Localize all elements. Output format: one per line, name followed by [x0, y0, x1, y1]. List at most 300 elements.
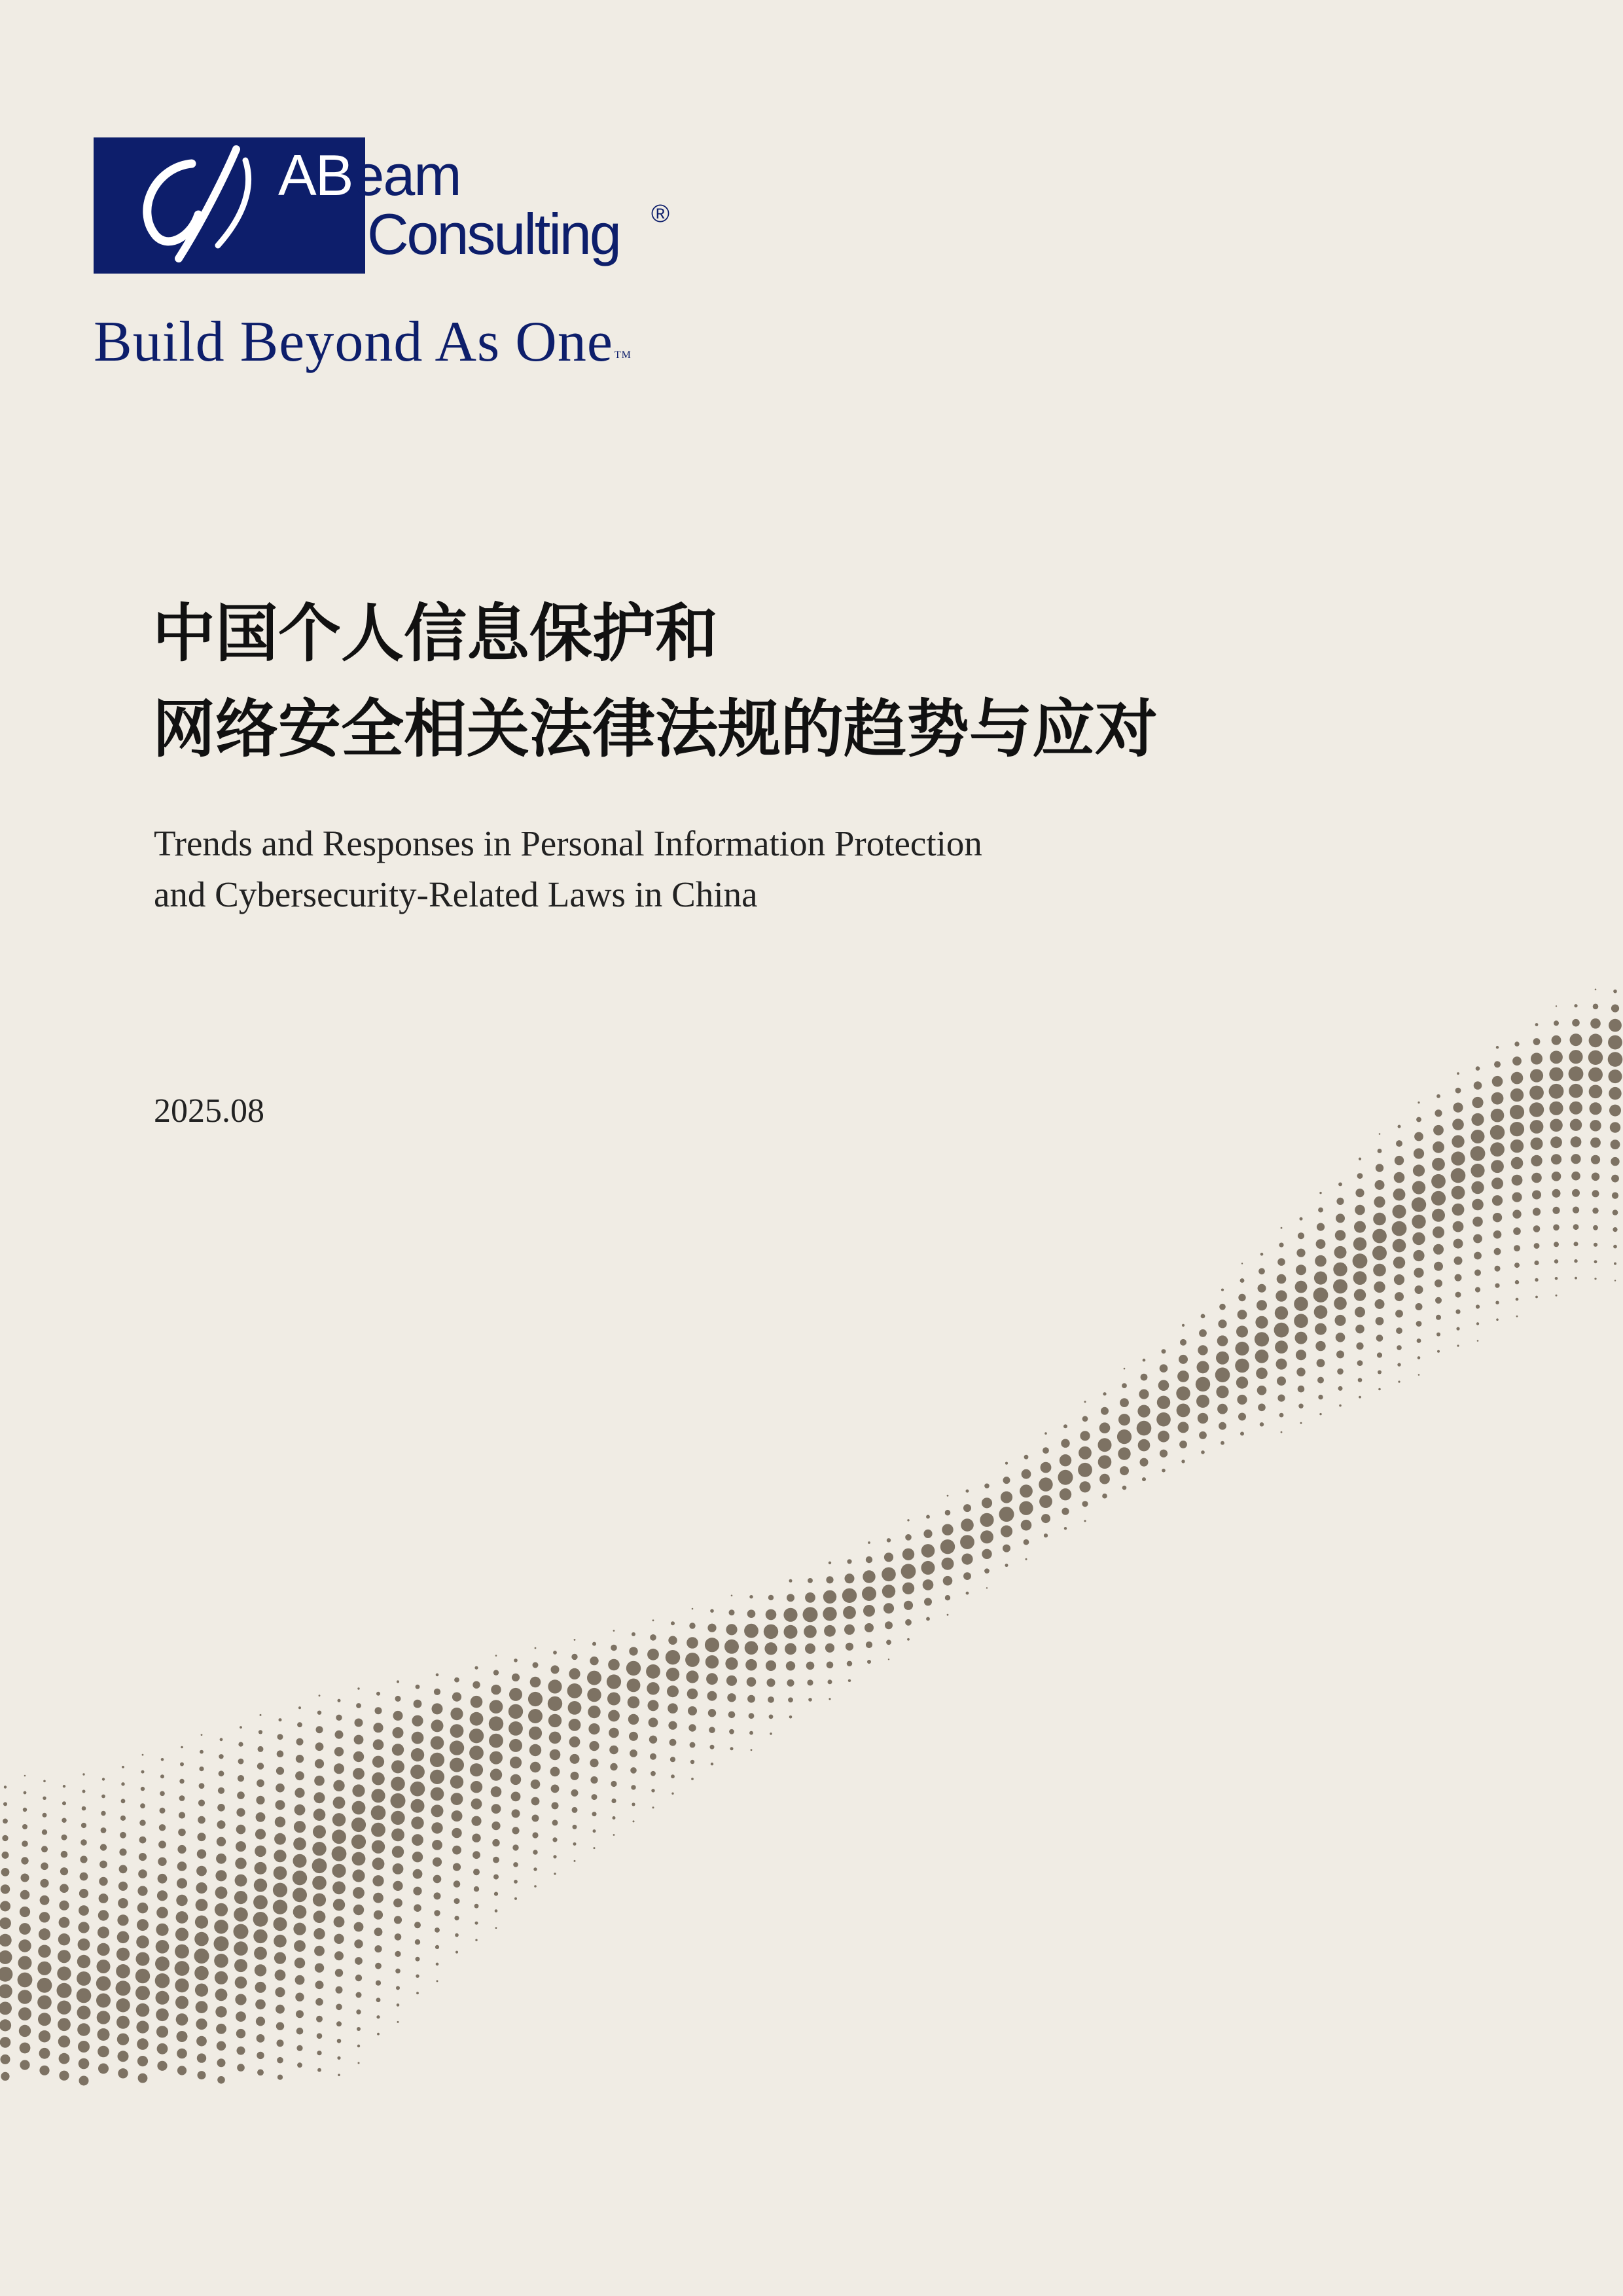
halftone-dot — [81, 1823, 86, 1828]
halftone-dot — [1552, 1189, 1561, 1198]
halftone-dot — [1529, 1102, 1544, 1117]
halftone-dot — [102, 1778, 105, 1780]
halftone-dot — [705, 1638, 719, 1652]
halftone-dot — [1334, 1246, 1347, 1259]
halftone-dot — [1413, 1250, 1424, 1261]
halftone-dot — [940, 1539, 955, 1554]
halftone-dot — [295, 1975, 305, 1985]
halftone-dot — [434, 1689, 440, 1695]
halftone-dot — [39, 2048, 50, 2059]
halftone-dot — [1495, 1283, 1499, 1288]
halftone-dot — [96, 1976, 111, 1990]
halftone-dot — [257, 1763, 264, 1769]
halftone-dot — [452, 1810, 463, 1821]
halftone-dot — [789, 1715, 793, 1719]
halftone-dot — [37, 1996, 52, 2010]
halftone-dot — [1414, 1268, 1423, 1278]
halftone-dot — [1395, 1156, 1404, 1165]
halftone-dot — [573, 1842, 577, 1846]
halftone-dot — [371, 1789, 385, 1803]
halftone-dot — [666, 1650, 680, 1664]
halftone-dot — [1338, 1183, 1342, 1187]
halftone-dot — [688, 1706, 697, 1715]
halftone-dot — [158, 1840, 166, 1848]
halftone-dot — [1516, 1298, 1519, 1301]
halftone-dot — [217, 2076, 225, 2084]
halftone-dot — [136, 2021, 149, 2034]
halftone-dot — [470, 1763, 483, 1776]
title-english-line-2: and Cybersecurity-Related Laws in China — [154, 874, 758, 914]
halftone-dot — [1236, 1326, 1248, 1338]
halftone-dot — [823, 1607, 836, 1621]
halftone-dot — [1574, 1242, 1578, 1246]
halftone-dot — [1471, 1113, 1484, 1126]
halftone-dot — [628, 1714, 639, 1725]
halftone-dot — [1198, 1345, 1207, 1355]
halftone-dot — [79, 2076, 89, 2086]
halftone-dot — [632, 1803, 635, 1806]
halftone-dot — [1535, 1023, 1539, 1026]
halftone-dot — [863, 1605, 875, 1617]
halftone-dot — [237, 2047, 245, 2055]
halftone-dot — [430, 1753, 444, 1767]
halftone-dot — [277, 2075, 283, 2080]
halftone-dot — [529, 1744, 541, 1756]
halftone-dot — [847, 1661, 852, 1666]
halftone-dot — [1452, 1119, 1464, 1130]
halftone-dot — [787, 1679, 794, 1687]
halftone-dot — [253, 1912, 268, 1927]
halftone-dot — [592, 1812, 597, 1816]
halftone-dot — [1417, 1338, 1421, 1343]
halftone-dot — [1377, 1352, 1382, 1357]
halftone-dot — [1475, 1287, 1480, 1292]
halftone-dot — [450, 1740, 464, 1755]
halftone-dot — [1416, 1321, 1422, 1327]
halftone-dot — [611, 1799, 616, 1803]
halftone-dot — [1490, 1125, 1505, 1139]
halftone-dot — [1613, 1245, 1617, 1249]
halftone-dot — [1455, 1274, 1462, 1282]
halftone-dot — [1531, 1173, 1542, 1183]
halftone-dot — [160, 1791, 165, 1797]
logo-wordmark-suffix: eam — [352, 143, 461, 207]
halftone-dot — [396, 1986, 400, 1990]
halftone-dot — [431, 1822, 442, 1833]
halftone-dot — [630, 1767, 637, 1774]
halftone-dot — [273, 1900, 287, 1914]
halftone-dot — [548, 1714, 562, 1727]
halftone-dot — [98, 1927, 109, 1939]
halftone-dot — [980, 1530, 993, 1543]
halftone-dot — [1275, 1306, 1288, 1319]
halftone-dot — [1179, 1441, 1187, 1448]
halftone-dot — [1555, 1277, 1558, 1280]
halftone-dot — [921, 1561, 935, 1575]
halftone-dot — [1588, 1067, 1603, 1082]
halftone-dot — [902, 1583, 914, 1594]
halftone-dot — [235, 1874, 247, 1887]
halftone-dot — [18, 1956, 32, 1970]
halftone-dot — [803, 1607, 818, 1622]
halftone-dot — [334, 1951, 344, 1960]
halftone-dot — [1514, 1041, 1519, 1046]
halftone-dot — [313, 1928, 325, 1939]
halftone-dot — [863, 1570, 875, 1583]
halftone-dot — [613, 1816, 616, 1820]
halftone-dot — [1255, 1316, 1268, 1329]
halftone-dot — [631, 1785, 635, 1789]
halftone-dot — [1275, 1290, 1287, 1301]
halftone-dot — [430, 1770, 444, 1784]
halftone-dot — [534, 1885, 537, 1888]
halftone-dot — [1058, 1470, 1073, 1485]
halftone-dot — [1590, 1138, 1601, 1148]
halftone-dot — [279, 1718, 282, 1721]
halftone-dot — [961, 1554, 972, 1565]
halftone-dot — [295, 1771, 304, 1780]
halftone-dot — [411, 1817, 423, 1829]
halftone-dot — [317, 2051, 321, 2055]
halftone-dot — [431, 1719, 444, 1732]
halftone-dot — [374, 1945, 382, 1952]
halftone-dot — [1078, 1463, 1092, 1477]
halftone-dot — [372, 1875, 383, 1886]
halftone-dot — [376, 1981, 381, 1986]
halftone-dot — [0, 1918, 11, 1929]
halftone-dots — [0, 989, 1622, 2086]
halftone-dot — [397, 2003, 400, 2007]
halftone-dot — [1512, 1175, 1523, 1186]
halftone-dot — [411, 1799, 425, 1813]
halftone-dot — [136, 1935, 149, 1948]
halftone-dot — [138, 2073, 148, 2083]
halftone-dot — [1339, 1405, 1342, 1407]
halftone-dot — [1063, 1424, 1067, 1428]
halftone-dot — [882, 1585, 895, 1598]
halftone-dot — [651, 1771, 656, 1776]
halftone-dot — [334, 1763, 344, 1774]
halftone-dot — [116, 1981, 131, 1996]
halftone-dot — [412, 1834, 423, 1846]
halftone-dot — [1453, 1221, 1464, 1232]
halftone-dot — [1511, 1072, 1524, 1085]
halftone-dot — [62, 1801, 66, 1805]
halftone-dot — [255, 2000, 266, 2010]
halftone-dot — [414, 1700, 422, 1708]
halftone-dot — [117, 2034, 129, 2045]
halftone-dot — [256, 1812, 266, 1822]
halftone-dot — [528, 1692, 543, 1706]
halftone-dot — [156, 1924, 168, 1936]
halftone-dot — [1588, 1050, 1603, 1065]
halftone-dot — [1595, 989, 1597, 991]
halftone-dot — [1535, 1296, 1538, 1299]
halftone-dot — [61, 1851, 68, 1858]
halftone-dot — [531, 1797, 540, 1806]
halftone-dot — [1452, 1135, 1464, 1147]
halftone-dot — [1359, 1158, 1361, 1160]
halftone-dot — [764, 1624, 778, 1639]
halftone-dot — [155, 1956, 169, 1971]
halftone-dot — [215, 1886, 228, 1899]
halftone-dot — [315, 1981, 324, 1989]
halftone-dot — [687, 1689, 698, 1700]
halftone-dot — [784, 1625, 798, 1639]
halftone-dot — [333, 1899, 345, 1910]
halftone-dot — [253, 1895, 268, 1910]
halftone-dot — [1296, 1350, 1306, 1360]
halftone-dot — [493, 1670, 499, 1675]
halftone-dot — [393, 1727, 404, 1738]
halftone-dot — [1611, 1175, 1619, 1183]
halftone-dot — [0, 1934, 12, 1946]
halftone-dot — [20, 2043, 31, 2054]
halftone-dot — [865, 1623, 874, 1632]
halftone-dot — [237, 2064, 245, 2072]
halftone-dot — [592, 1794, 597, 1800]
halftone-dot — [43, 1797, 46, 1800]
halftone-dot — [435, 1945, 439, 1949]
halftone-dot — [78, 2041, 90, 2053]
halftone-dot — [668, 1721, 677, 1730]
halftone-dot — [116, 1948, 130, 1961]
halftone-dot — [1530, 1120, 1544, 1134]
halftone-dot — [1496, 1318, 1499, 1321]
halftone-dot — [1611, 1005, 1619, 1013]
halftone-dot — [587, 1671, 601, 1685]
halftone-dot — [275, 1987, 285, 1997]
halftone-dot — [1594, 1243, 1597, 1247]
halftone-dot — [0, 1984, 12, 1999]
halftone-dot — [1001, 1526, 1012, 1537]
halftone-dot — [434, 1910, 440, 1916]
halftone-dot — [1353, 1271, 1367, 1285]
halftone-dot — [119, 1865, 128, 1873]
halftone-dot — [1160, 1450, 1168, 1458]
halftone-dot — [392, 1846, 404, 1857]
halftone-dot — [650, 1634, 656, 1641]
halftone-dot — [60, 1884, 69, 1893]
halftone-dot — [219, 1770, 224, 1776]
halftone-dot — [1372, 1229, 1387, 1244]
halftone-dot — [961, 1518, 974, 1532]
halftone-dot — [1217, 1335, 1228, 1346]
halftone-dot — [926, 1617, 930, 1621]
halftone-dot — [3, 1802, 7, 1806]
halftone-dot — [469, 1746, 484, 1760]
halftone-dot — [1337, 1369, 1344, 1375]
halftone-dot — [1156, 1412, 1171, 1427]
halftone-dot — [1118, 1414, 1130, 1426]
halftone-dot — [236, 2011, 246, 2022]
halftone-dot — [826, 1576, 833, 1583]
halftone-dot — [706, 1673, 718, 1685]
halftone-dot — [726, 1676, 737, 1686]
halftone-dot — [1177, 1404, 1190, 1418]
halftone-dot — [160, 1774, 164, 1778]
halftone-dot — [217, 2041, 226, 2051]
halftone-dot — [707, 1624, 716, 1632]
halftone-dot — [823, 1590, 836, 1604]
halftone-dot — [1531, 1155, 1542, 1166]
halftone-dot — [806, 1662, 815, 1670]
halftone-dot — [313, 1893, 326, 1907]
halftone-dot — [356, 2009, 361, 2014]
halftone-dot — [1314, 1305, 1328, 1319]
halftone-dot — [293, 1837, 306, 1850]
halftone-dot — [1610, 1122, 1620, 1132]
halftone-dot — [1221, 1441, 1224, 1445]
halftone-dot — [1258, 1268, 1265, 1274]
halftone-dot — [358, 2062, 360, 2064]
halftone-dot — [122, 1766, 124, 1768]
halftone-dot — [550, 1767, 560, 1777]
halftone-dot — [372, 1756, 384, 1768]
halftone-dot — [646, 1664, 660, 1679]
halftone-dot — [355, 1719, 363, 1727]
halftone-dot — [431, 1804, 444, 1817]
halftone-dot — [960, 1535, 974, 1549]
halftone-dot — [1060, 1454, 1071, 1466]
halftone-dot — [490, 1700, 503, 1713]
halftone-dot — [901, 1564, 916, 1579]
halftone-dot — [1317, 1223, 1325, 1231]
halftone-dot — [274, 1935, 287, 1948]
halftone-dot — [1416, 1303, 1423, 1310]
halftone-dot — [724, 1640, 739, 1654]
halftone-dot — [433, 1857, 442, 1867]
halftone-dot — [1333, 1263, 1347, 1276]
halftone-dot — [1196, 1395, 1209, 1408]
halftone-dot — [1376, 1317, 1384, 1325]
halftone-dot — [353, 1768, 365, 1780]
halftone-dot — [532, 1832, 538, 1838]
halftone-dot — [686, 1670, 698, 1683]
halftone-dot — [1592, 1173, 1600, 1181]
halftone-dot — [1003, 1545, 1010, 1552]
halftone-dot — [118, 1898, 128, 1909]
halftone-dot — [194, 1932, 209, 1946]
halftone-dot — [375, 1963, 382, 1969]
halftone-dot — [1162, 1349, 1166, 1354]
halftone-dot — [155, 1973, 170, 1988]
halftone-dot — [1510, 1139, 1524, 1153]
halftone-dot — [332, 1813, 346, 1826]
halftone-dot — [1279, 1243, 1283, 1247]
halftone-dot — [436, 1674, 439, 1677]
halftone-dot — [1118, 1447, 1130, 1460]
halftone-dot — [1569, 1066, 1584, 1081]
halftone-dot — [725, 1657, 738, 1670]
halftone-dot — [18, 1939, 31, 1952]
halftone-dot — [416, 1992, 419, 1994]
halftone-dot — [767, 1678, 776, 1687]
halftone-dot — [1221, 1289, 1224, 1291]
halftone-dot — [1258, 1284, 1266, 1293]
halftone-dot — [866, 1556, 872, 1563]
halftone-dot — [136, 1952, 150, 1966]
halftone-dot — [1197, 1361, 1209, 1373]
halftone-dot — [710, 1745, 715, 1749]
halftone-dot — [1137, 1421, 1152, 1436]
halftone-dot — [611, 1781, 616, 1787]
halftone-dot — [1237, 1395, 1247, 1405]
halftone-dot — [1511, 1157, 1524, 1170]
halftone-dot — [377, 2033, 380, 2036]
halftone-dot — [530, 1677, 541, 1688]
halftone-dot — [1336, 1333, 1346, 1342]
halftone-dot — [20, 2060, 29, 2070]
halftone-dot — [1039, 1477, 1052, 1491]
halftone-dot — [1393, 1205, 1406, 1219]
halftone-dot — [610, 1763, 617, 1770]
halftone-dot — [1533, 1038, 1541, 1045]
halftone-dot — [1300, 1217, 1303, 1221]
halftone-dot — [161, 1758, 164, 1761]
halftone-dot — [1375, 1299, 1385, 1309]
halftone-dot — [1043, 1447, 1049, 1454]
halftone-dot — [532, 1815, 539, 1822]
halftone-dot — [316, 2016, 323, 2022]
halftone-dot — [1257, 1300, 1267, 1310]
halftone-dot — [670, 1757, 675, 1762]
halftone-dot — [1535, 1278, 1538, 1282]
halftone-dot — [1554, 1259, 1558, 1263]
halftone-dot — [1412, 1232, 1425, 1245]
halftone-dot — [1140, 1458, 1149, 1467]
halftone-dot — [139, 1820, 145, 1825]
halftone-dot — [1550, 1136, 1562, 1148]
halftone-dot — [416, 1957, 420, 1962]
halftone-dot — [138, 1869, 147, 1878]
halftone-dot — [1454, 1239, 1463, 1249]
halftone-dot — [1512, 1056, 1522, 1066]
halftone-dot — [312, 1842, 326, 1856]
halftone-dot — [882, 1568, 896, 1582]
halftone-dot — [58, 1933, 70, 1945]
halftone-dot — [1139, 1390, 1149, 1399]
halftone-dot — [495, 1655, 497, 1657]
halftone-dot — [1335, 1230, 1346, 1240]
halftone-dot — [57, 1967, 71, 1981]
halftone-dot — [135, 1969, 150, 1983]
halftone-dot — [198, 2071, 206, 2079]
halftone-dot — [293, 1854, 307, 1868]
halftone-dot — [1552, 1207, 1560, 1214]
halftone-dot — [416, 1685, 420, 1689]
halftone-dot — [963, 1572, 971, 1580]
halftone-dot — [1277, 1258, 1285, 1266]
halftone-dot — [296, 2045, 302, 2051]
halftone-dot — [371, 1823, 385, 1837]
halftone-dot — [375, 1707, 382, 1714]
halftone-dot — [1609, 1019, 1622, 1032]
halftone-dot — [1199, 1431, 1207, 1439]
title-chinese-line-1: 中国个人信息保护和 — [152, 597, 718, 670]
halftone-dot — [58, 2036, 70, 2047]
halftone-dot — [1099, 1474, 1110, 1484]
halftone-dot — [236, 1808, 245, 1817]
halftone-dot — [1549, 1067, 1563, 1081]
halftone-dot — [410, 1782, 425, 1797]
halftone-dot — [551, 1785, 560, 1793]
halftone-dot — [671, 1621, 675, 1625]
halftone-dot — [571, 1789, 579, 1797]
halftone-dot — [374, 1928, 383, 1936]
halftone-dot — [116, 1964, 130, 1979]
halftone-dot — [808, 1698, 812, 1702]
